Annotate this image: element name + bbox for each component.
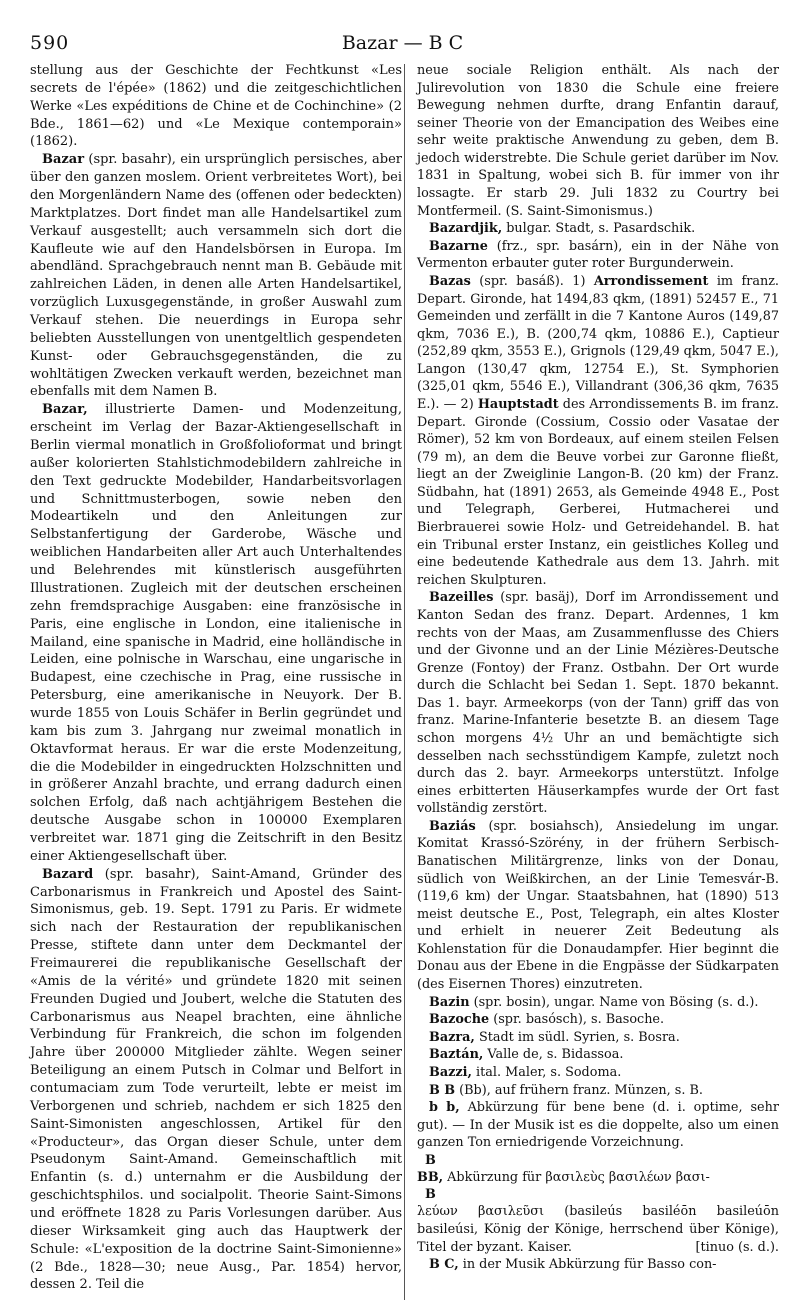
entry-text: ital. Maler, s. Sodoma. [471, 1064, 622, 1080]
entry-headword: Bazin [429, 994, 470, 1010]
entry-text: illustrierte Damen- und Modenzeitung, erscheint im Verlag der Bazar-Aktiengesellschaft in Berlin viermal monatlich in Großfolioformat und bringt außer kolorierten Stahlstichmodebildern zahlreiche in den Text gedruckte Modebilder, Handarbeitsvorlagen und Schnittmusterbogen, sowie neben den Modeartikeln und den Anleitungen zur Selbstanfertigung der Garderobe, Wäsche und weiblichen Handarbeiten aller Art auch Unterhaltendes und Belehrendes mit künstlerisch ausgeführten Illustrationen. Zugleich mit der deutschen erscheinen zehn fremdsprachige Ausgaben: eine französische in Paris, eine englische in London, eine italienische in Mailand, eine spanische in Madrid, eine holländische in Leiden, eine polnische in Warschau, eine ungarische in Budapest, eine czechische in Prag, eine russische in Petersburg, eine amerikanische in Neuyork. Der B. wurde 1855 von Louis Schäfer in Berlin gegründet und kam bis zum 3. Jahrgang nur zweimal monatlich in Oktavformat heraus. Er war die erste Modenzeitung, die die Modebilder in eingedruckten Holzschnitten und in größerer Anzahl brachte, und errang dadurch einen solchen Erfolg, daß nach achtjährigem Bestehen die deutsche Ausgabe schon in 100000 Exemplaren verbreitet war. 1871 ging die Zeitschrift in den Besitz einer Aktiengesellschaft über. [30, 402, 402, 864]
column-divider [404, 64, 405, 1300]
entry-bazas [417, 273, 779, 589]
entry-headword: BB, [417, 1169, 444, 1185]
right-column [417, 62, 779, 1274]
entry-text: stellung aus der Geschichte der Fechtkunst «Les secrets de l'épée» (1862) und die zeitgeschichtlichen Werke «Les expéditions de Chine et de Cochinchine» (2 Bde., 1861—62) und «Le Mexique contemporain» (1862). [30, 63, 402, 150]
entry-text: (spr. bosiahsch), Ansiedelung im ungar. Komitat Krassó-Szörény, in der frühern Serbisch-Banatischen Militärgrenze, links von der Donau, südlich von Weißkirchen, an der Linie Temesvár-B. (119,6 km) der Ungar. Staatsbahnen, hat (1890) 513 meist deutsche E., Post, Telegraph, ein altes Kloster und erhielt in neuerer Zeit Bedeutung als Kohlenstation für die Donaudampfer. Hier beginnt die Donau aus der Ebene in die Engpässe der Südkarpaten (des Eisernen Thores) einzutreten. [417, 818, 779, 993]
entry-bazeilles [417, 589, 779, 818]
entry-headword: Baziás [429, 818, 476, 834]
entry-bbb [417, 1152, 779, 1256]
entry-subheading: Hauptstadt [477, 396, 559, 412]
entry-headword: Bazoche [429, 1012, 490, 1028]
entry-text: (spr. basahr), Saint-Amand, Gründer des Carbonarismus in Frankreich und Apostel des Saint-Simonismus, geb. 19. Sept. 1791 zu Paris. Er widmete sich nach der Restauration der republikanischen Presse, stiftete dann unter dem Deckmantel der Freimaurerei die republikanische Gesellschaft der «Amis de la vérité» und gründete 1820 mit seinen Freunden Dugied und Joubert, welche die Statuten des Carbonarismus aus Neapel brachten, eine ähnliche Verbindung für Frankreich, die schon im folgenden Jahre über 200000 Mitglieder zählte. Wegen seiner Beteiligung an einem Putsch in Colmar und Belfort in contumaciam zum Tode verurteilt, lebte er meist im Verborgenen und schrieb, nachdem er sich 1825 den Saint-Simonisten angeschlossen, Artikel für den «Producteur», das Organ dieser Schule, unter dem Pseudonym Saint-Amand. Gemeinschaftlich mit Enfantin (s. d.) unternahm er die Ausbildung der geschichtsphilos. und socialpolit. Theorie Saint-Simons und eröffnete 1828 zu Paris Vorlesungen darüber. Aus dieser Wirksamkeit ging auch das Hauptwerk der Schule: «L'exposition de la doctrine Saint-Simonienne» (2 Bde., 1828—30; neue Ausg., Par. 1854) hervor, dessen 2. Teil die [30, 866, 402, 1293]
entry-headword: B C, [429, 1257, 459, 1273]
left-column [30, 62, 402, 1294]
running-title: Bazar — B C [341, 32, 464, 54]
entry-bc [417, 1256, 779, 1274]
entry-bbb-line [417, 1169, 779, 1187]
entry-text: neue sociale Religion enthält. Als nach der Julirevolution von 1830 die Schule eine freiere Bewegung nehmen durfte, drang Enfantin darauf, seiner Theorie von der Emancipation des Weibes eine sehr weite praktische Anwendung zu geben, dem B. jedoch widerstrebte. Die Schule geriet darüber im Nov. 1831 in Spaltung, wobei sich B. für immer von ihr lossagte. Er starb 29. Juli 1832 zu Courtry bei Montfermeil. (S. Saint-Simonismus.) [417, 63, 779, 219]
entry-bazarne [417, 238, 779, 273]
entry-text: Stadt im südl. Syrien, s. Bosra. [474, 1029, 680, 1045]
entry-headword: Baztán, [429, 1047, 484, 1063]
entry-baztan [417, 1046, 779, 1064]
stacked-letter-top: B [425, 1152, 436, 1168]
entry-continuation [30, 62, 402, 151]
entry-text: (spr. basáß). 1) [470, 273, 594, 289]
entry-text: (spr. basäj), Dorf im Arrondissement und Kanton Sedan des franz. Depart. Ardennes, 1 km rechts von der Maas, am Zusammenflusse des Chiers und der Givonne und an der Linie Mézières-Deutsche Grenze (Fontoy) der Franz. Ostbahn. Der Ort wurde durch die Schlacht bei Sedan 1. Sept. 1870 bekannt. Das 1. bayr. Armeekorps (von der Tann) griff das von franz. Marine-Infanterie besetzte B. an diesem Tage schon morgens 4½ Uhr an und bemächtigte sich desselben nach sechsstündigem Kampfe, zuletzt noch durch das 2. bayr. Armeekorps unterstützt. Infolge eines erbitterten Häuserkampfes wurde der Ort fast vollständig zerstört. [417, 590, 779, 817]
entry-text: (frz., spr. basárn), ein in der Nähe von Vermenton erbauter guter roter Burgunderwein. [417, 238, 779, 272]
entry-headword: Bazardjik, [429, 221, 503, 237]
entry-bazar [30, 151, 402, 401]
entry-bazoche [417, 1011, 779, 1029]
entry-headword: Bazzi, [429, 1064, 472, 1080]
entry-headword: Bazar [42, 152, 85, 168]
entry-text: bulgar. Stadt, s. Pasardschik. [502, 221, 696, 237]
entry-text: (Bb), auf frühern franz. Münzen, s. B. [455, 1082, 703, 1098]
entry-text: Abkürzung für βασιλεὺς βασιλέων βασι- [443, 1169, 710, 1185]
entry-bbb-rest [417, 1203, 779, 1256]
entry-headword: Bazard [42, 866, 94, 882]
entry-headword: Bazas [429, 273, 471, 289]
entry-headword: Bazar, [42, 402, 88, 418]
entry-text: in der Musik Abkürzung für Basso con- [458, 1257, 717, 1273]
entry-carryover: [tinuo (s. d.). [695, 1239, 779, 1255]
entry-bazzi [417, 1064, 779, 1082]
entry-bazias [417, 818, 779, 994]
entry-text: im franz. Depart. Gironde, hat 1494,83 qkm, (1891) 52457 E., 71 Gemeinden und zerfällt in die 7 Kantone Auros (149,87 qkm, 7036 E.), B. (200,74 qkm, 10886 E.), Captieur (252,89 qkm, 3553 E.), Grignols (129,49 qkm, 5047 E.), Langon (130,47 qkm, 12754 E.), St. Symphorien (325,01 qkm, 5546 E.), Villandrant (306,36 qkm, 7635 E.). — 2) [417, 273, 780, 412]
entry-headword: b b, [429, 1100, 460, 1116]
entry-text: (spr. bosin), ungar. Name von Bösing (s. d.). [469, 994, 759, 1010]
page-header [30, 28, 775, 58]
entry-continuation [417, 62, 779, 220]
entry-text: (spr. basósch), s. Basoche. [489, 1012, 665, 1028]
entry-bazard [30, 866, 402, 1295]
entry-bb-music [417, 1099, 779, 1152]
entry-text: λεύων βασιλεῦσι (basileús basiléōn basileúōn basileúsi, König der Könige, herrschend über Könige), Titel der byzant. Kaiser. [417, 1204, 779, 1255]
entry-bazardjik [417, 220, 779, 238]
entry-bazar-magazine [30, 401, 402, 865]
entry-text: Abkürzung für bene bene (d. i. optime, sehr gut). — In der Musik ist es die doppelte, also um einen ganzen Ton erniedrigende Vorzeichnung. [417, 1100, 779, 1151]
entry-text: Valle de, s. Bidassoa. [483, 1047, 624, 1063]
entry-text: des Arrondissements B. im franz. Depart. Gironde (Cossium, Cossio oder Vasatae der Römer), 52 km von Bordeaux, auf einem steilen Felsen (79 m), an dem die Beuve vorbei zur Garonne fließt, liegt an der Zweiglinie Langon-B. (20 km) der Franz. Südbahn, hat (1891) 2653, als Gemeinde 4948 E., Post und Telegraph, Gerberei, Hutmacherei und Bierbrauerei sowie Holz- und Getreidehandel. B. hat ein Tribunal erster Instanz, ein geistliches Kolleg und eine bedeutende Kathedrale aus dem 13. Jahrh. mit reichen Skulpturen. [417, 396, 779, 588]
entry-headword: Bazeilles [429, 590, 494, 606]
entry-headword: Bazra, [429, 1029, 475, 1045]
entry-bazra [417, 1029, 779, 1047]
entry-bazin [417, 994, 779, 1012]
entry-text: (spr. basahr), ein ursprünglich persisches, aber über den ganzen moslem. Orient verbreitetes Wort), bei den Morgenländern Name des (offenen oder bedeckten) Marktplatzes. Dort findet man alle Handelsartikel zum Verkauf ausgestellt; auch versammeln sich dort die Kaufleute wie auf den Handelsbörsen in Europa. Im abendländ. Sprachgebrauch nennt man B. Gebäude mit zahlreichen Läden, in denen alle Arten Handelsartikel, vorzüglich Luxusgegenstände, in großer Auswahl zum Verkauf stehen. Die neuerdings in Europa sehr beliebten Ausstellungen von unentgeltlich gespendeten Kunst- oder Gebrauchsgegenständen, die zu wohltätigen Zwecken verkauft werden, bezeichnet man ebenfalls mit dem Namen B. [30, 152, 402, 400]
entry-bb-coin [417, 1082, 779, 1100]
entry-headword: B B [429, 1082, 456, 1098]
stacked-letter-bottom: B [425, 1187, 436, 1203]
entry-subheading: Arrondissement [593, 273, 709, 289]
page-number: 590 [30, 32, 70, 54]
entry-headword: Bazarne [429, 238, 488, 254]
